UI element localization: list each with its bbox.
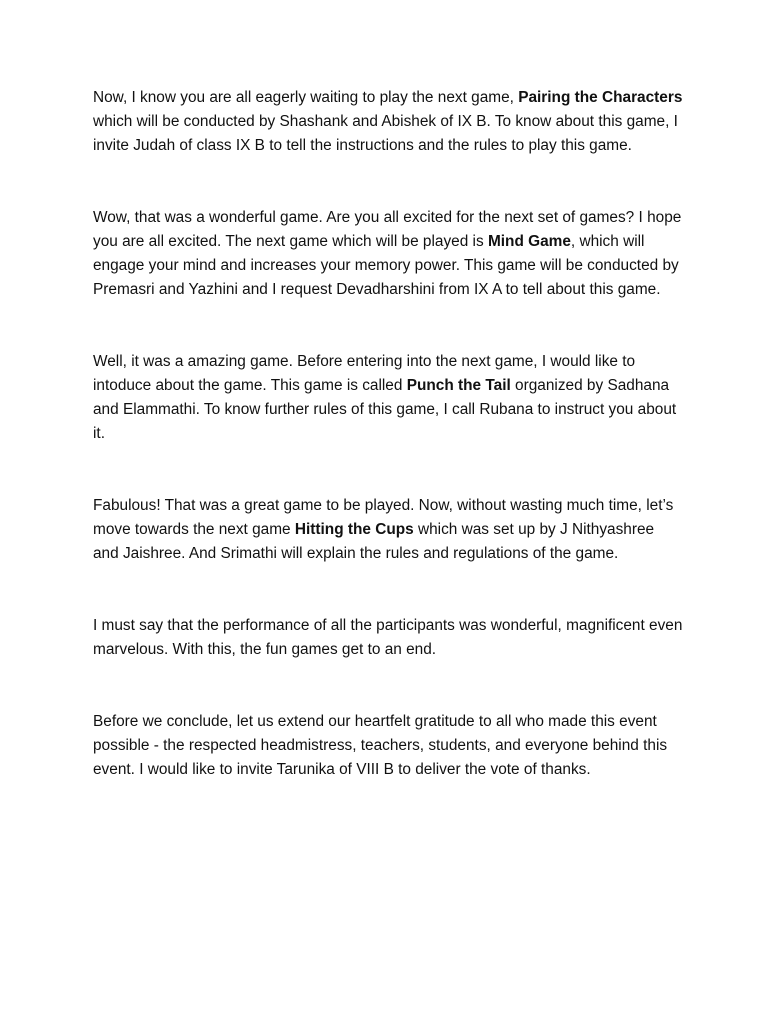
paragraph-text: Fabulous! That was a great game to be played. Now, without wasting much time, let’s move towards the next game (93, 497, 674, 538)
game-name-punch-the-tail: Punch the Tail (406, 377, 511, 394)
paragraph-text: I must say that the performance of all the participants was wonderful, magnificent even marvelous. With this, the fun games get to an end. (93, 617, 683, 658)
paragraph-mind-game (93, 206, 683, 302)
paragraph-text: which will be conducted by Shashank and Abishek of IX B. To know about this game, I invite Judah of class IX B to tell the instructions and the rules to play this game. (93, 113, 678, 154)
game-name-hitting-the-cups: Hitting the Cups (294, 521, 414, 538)
paragraph-text: Before we conclude, let us extend our heartfelt gratitude to all who made this event possible - the respected headmistress, teachers, students, and everyone behind this event. I would like to invite Tarunika of VIII B to deliver the vote of thanks. (93, 713, 668, 778)
paragraph-pairing-the-characters (93, 86, 683, 158)
document-body (93, 86, 683, 830)
paragraph-punch-the-tail (93, 350, 683, 446)
paragraph-text: organized by Sadhana and Elammathi. To know further rules of this game, I call Rubana to instruct you about it. (93, 377, 677, 442)
game-name-mind-game: Mind Game (487, 233, 571, 250)
paragraph-text: Well, it was a amazing game. Before entering into the next game, I would like to intoduce about the game. This game is called (93, 353, 636, 394)
game-name-pairing-the-characters: Pairing the Characters (518, 89, 683, 106)
paragraph-hitting-the-cups (93, 494, 683, 566)
paragraph-closing-performance (93, 614, 683, 662)
paragraph-text: Now, I know you are all eagerly waiting to play the next game, (93, 89, 519, 106)
paragraph-text: Wow, that was a wonderful game. Are you all excited for the next set of games? I hope you are all excited. The next game which will be played is (93, 209, 682, 250)
paragraph-text: which was set up by J Nithyashree and Jaishree. And Srimathi will explain the rules and regulations of the game. (93, 521, 655, 562)
paragraph-gratitude (93, 710, 683, 782)
paragraph-text: , which will engage your mind and increases your memory power. This game will be conducted by Premasri and Yazhini and I request Devadharshini from IX A to tell about this game. (93, 233, 679, 298)
